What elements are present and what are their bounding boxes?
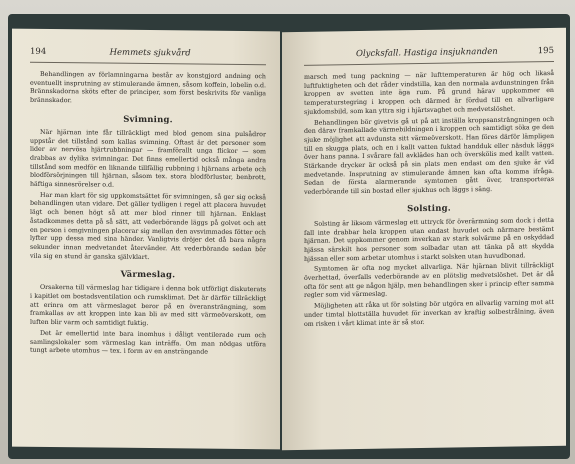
left-page-header xyxy=(30,47,266,62)
section-title-solsting: Solsting. xyxy=(407,203,451,215)
paragraph: Har man klart för sig uppkomstsättet för svimningen, så ger sig också behandlingen utan vidare. Det gäller tydligen i regel att placera huvudet lägt och benen högt så att mer blod rinner till hjärnan. Enklast åstadkommes detta på så sätt, att vederbörande läggs på golvet och att en person i omgivningen placerar sig mellan den avsvimmades fötter och lyfter upp dessa med sina händer. Vanligtvis dröjer det då bara några sekunder innan medvetandet återvänder. Att vederbörande sedan bör vila sig en stund är ganska självklart. xyxy=(30,191,266,261)
paragraph: Behandlingen bör givetvis gå ut på att inställa kroppsansträngningen och den därav framkallade värmebildningen i kroppen och samtidigt söka ge den sjuke möjlighet att avdunsta sitt värmeöverskott. Han föres därför lämpligen till en skugga plats, och en i kallt vatten fuktad handduk eller näsduk läggs över hans panna. I svårare fall avklädes han och överskölis med kallt vatten. Stärkande drycker är också på sin plats men endast om den sjuke är vid medvetande. Insprutning av stimulerande ämnen kan ofta komma ifråga. Sedan de första alarmerande symtomen gått över, transporteras vederbörande till sin bostad eller sjukhus och läggs i säng. xyxy=(304,115,554,197)
left-running-title: Hemmets sjukvård xyxy=(109,47,191,59)
paragraph: Möjligheten att råka ut för solsting bör utgöra en allvarlig varning mot att under timtal blottställa huvudet för inverkan av kraftig solbestrålning, även om risken i vårt klimat inte är så stor. xyxy=(304,299,554,328)
section-title-varmeslag: Värmeslag. xyxy=(120,270,176,281)
paragraph: Symtomen är ofta nog mycket allvarliga. När hjärnan blivit tillräckligt överhettad, överfalls vederbörande av en plötslig medvetslöshet. Det är då ofta för sent att ge någon hjälp, men behandlingen sker i princip efter samma regler som vid värmeslag. xyxy=(304,262,554,300)
paragraph: När hjärnan inte får tillräckligt med blod genom sina pulsådror uppstår det tillstånd som kallas svimning. Oftast är det personer som lider av nervösa hjärtrubbningar — framförallt unga flickor — som drabbas av dylika svimningar. Det finns emellertid också många andra tillstånd som medför en liknande tillfällig rubbning i hjärnans arbete och blodförsörjningen till hjärnan, såsom tex. stora blodförluster, benbrott, häftiga sinnesrörelser o.d. xyxy=(30,128,266,189)
paragraph: marsch med tung packning — när lufttemperaturen är hög och likaså luftfuktigheten och det råder vindstilla, kan den normala avdunstningen från kroppen av svetten inte äga rum. På grund härav uppkommer en temperaturstegring i kroppen och därmed är fördud till en allvarligare sjukdomsbild, som kan yttra sig i hjärtsvaghet och medvetslöshet. xyxy=(304,69,554,116)
paragraph: Solsting är liksom värmeslag ett uttryck för överärmning som dock i detta fall inte drabbar hela kroppen utan endast huvudet och närmare bestämt hjärnan. Det uppkommer genom inverkan av stark solvärme på en oskyddad hjässa särskilt hos personer som solbadar utan att tänka på att skydda hjässan eller som arbetar utomhus i starkt solsken utan huvudbonad. xyxy=(304,216,554,263)
paragraph: Det är emellertid inte bara inomhus i dåligt ventilerade rum och samlingslokaler som värmeslag kan inträffa. Om man nödgas utföra tungt arbete utomhus — tex. i form av en ansträngande xyxy=(30,329,266,356)
left-header-rule xyxy=(30,62,266,65)
right-page-header xyxy=(304,46,554,63)
right-page-number: 195 xyxy=(537,45,554,57)
paragraph: Behandlingen av förlamningarna består av konstgjord andning och eventuellt insprutning av stimulerande ämnen, såsom koffein, lobelin o.d. Brännskadorna sköts efter de principer, som först beskrivits för vanliga brännskador. xyxy=(30,70,266,105)
section-title-svimning: Svimning. xyxy=(123,114,173,126)
right-running-title: Olycksfall. Hastiga insjuknanden xyxy=(355,46,498,60)
left-page xyxy=(12,29,280,450)
paragraph: Orsakerna till värmeslag har tidigare i denna bok utförligt diskuterats i kapitlet om bostadsventilation och rumsklimat. Det är därför tillräckligt att erinra om att värmeslaget beror på en överansträngning, som framkallas av att kroppen inte kan bli av med sitt värmeöverskott, om luften blir varm och samtidigt fuktig. xyxy=(30,284,266,328)
right-page xyxy=(282,28,566,450)
left-page-number: 194 xyxy=(30,46,47,57)
